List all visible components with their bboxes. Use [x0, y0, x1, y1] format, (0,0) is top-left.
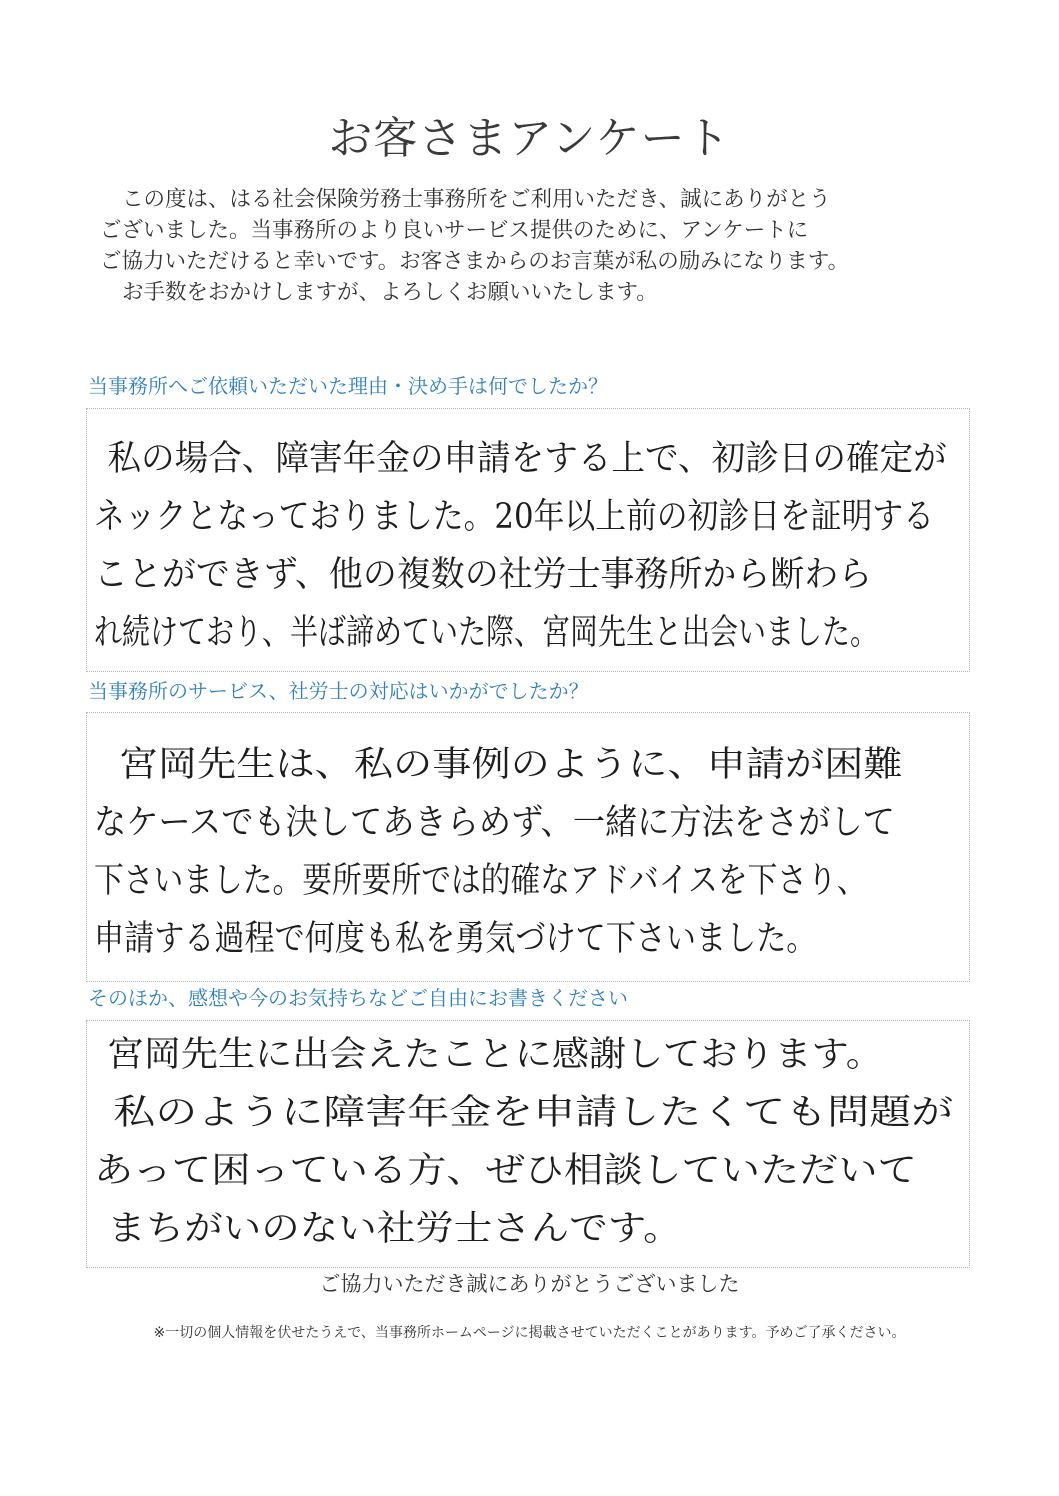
question-3-label: そのほか、感想や今のお気持ちなどご自由にお書きください	[88, 986, 628, 1010]
answer-line: なケースでも決してあきらめず、一緒に方法をさがして	[94, 803, 895, 843]
answer-line: 下さいました。要所要所では的確なアドバイスを下さり、	[94, 861, 867, 901]
answer-line: あって困っている方、ぜひ相談していただいて	[94, 1151, 917, 1191]
answer-line: ネックとなっておりました。20年以上前の初診日を証明する	[94, 497, 935, 537]
question-2-label: 当事務所のサービス、社労士の対応はいかがでしたか？	[88, 679, 589, 703]
privacy-footnote: ※一切の個人情報を伏せたうえで、当事務所ホームページに掲載させていただくことがあります。予めご了承ください。	[153, 1325, 906, 1341]
answer-line: 私の場合、障害年金の申請をする上で、初診日の確定が	[107, 439, 947, 479]
closing-thanks: ご協力いただき誠にありがとうございました	[319, 1272, 740, 1296]
page-title: お客さまアンケート	[328, 113, 731, 164]
answer-line: 宮岡先生に出会えたことに感謝しております。	[106, 1035, 883, 1075]
question-1-label: 当事務所へご依頼いただいた理由・決め手は何でしたか？	[88, 374, 608, 398]
answer-line: 申請する過程で何度も私を勇気づけて下さいました。	[94, 919, 817, 959]
intro-line: お手数をおかけしますが、よろしくお願いいたします。	[122, 280, 658, 305]
answer-line: れ続けており、半ば諦めていた際、宮岡先生と出会いました。	[94, 613, 879, 653]
answer-3-handwriting	[94, 1026, 1024, 1258]
answer-2-handwriting	[94, 736, 1024, 968]
answer-line: 宮岡先生は、私の事例のように、申請が困難	[118, 745, 903, 785]
answer-line: ことができず、他の複数の社労士事務所から断わら	[94, 555, 873, 595]
answer-line: 私のように障害年金を申請したくても問題が	[113, 1093, 954, 1133]
intro-line: ご協力いただけると幸いです。お客さまからのお言葉が私の励みになります。	[100, 249, 850, 274]
intro-line: ございました。当事務所のより良いサービス提供のために、アンケートに	[100, 218, 809, 243]
intro-line: この度は、はる社会保険労務士事務所をご利用いただき、誠にありがとう	[122, 187, 831, 212]
answer-1-handwriting	[94, 430, 1024, 662]
answer-line: まちがいのない社労士さんです。	[107, 1209, 682, 1249]
intro-text	[100, 184, 1000, 308]
